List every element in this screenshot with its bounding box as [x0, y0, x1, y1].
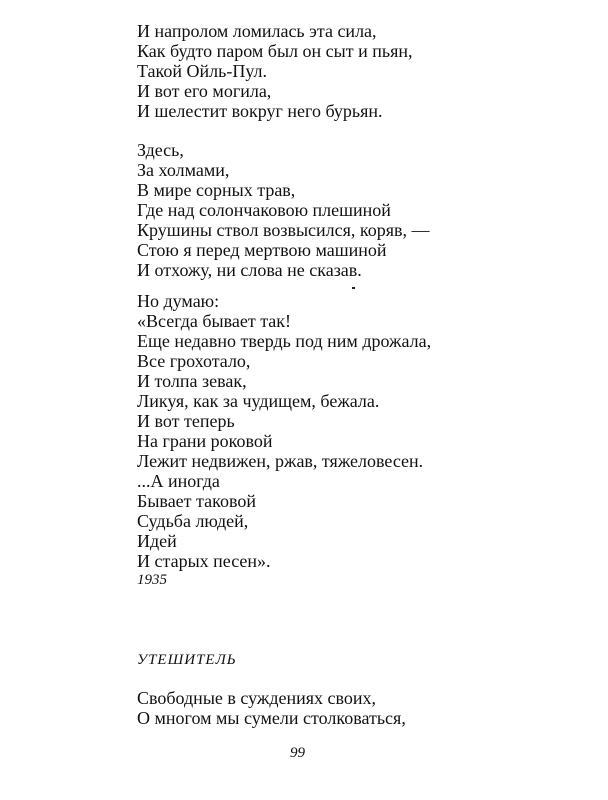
- poem-line: В мире сорных трав,: [137, 180, 296, 200]
- poem-line: «Всегда бывает так!: [137, 311, 292, 331]
- poem-line: Крушины ствол возвысился, коряв, —: [137, 220, 430, 240]
- poem-line: И старых песен».: [137, 551, 271, 571]
- poem-date: 1935: [137, 572, 167, 588]
- poem-line: И шелестит вокруг него бурьян.: [137, 101, 383, 121]
- poem-line: Еще недавно твердь под ним дрожала,: [137, 331, 432, 351]
- poem-line: И отхожу, ни слова не сказав.: [137, 260, 362, 280]
- poem-line: Где над солончаковою плешиной: [137, 200, 391, 220]
- print-speck: [352, 287, 355, 289]
- poem-line: Бывает таковой: [137, 491, 256, 511]
- poem-line: Но думаю:: [137, 291, 220, 311]
- page-number: 99: [290, 745, 305, 761]
- poem-line: На грани роковой: [137, 431, 273, 451]
- poem-line: Все грохотало,: [137, 351, 251, 371]
- poem-line: Здесь,: [137, 140, 184, 160]
- poem-line: И вот теперь: [137, 411, 235, 431]
- poem-line: Свободные в суждениях своих,: [137, 688, 377, 708]
- poem-line: О многом мы сумели столковаться,: [137, 708, 406, 728]
- poem-line: Стою я перед мертвою машиной: [137, 240, 387, 260]
- poem-line: За холмами,: [137, 160, 230, 180]
- poem-line: Такой Ойль-Пул.: [137, 61, 268, 81]
- poem-line: Ликуя, как за чудищем, бежала.: [137, 391, 380, 411]
- poem-line: И напролом ломилась эта сила,: [137, 21, 377, 41]
- poem-line: ...А иногда: [137, 471, 220, 491]
- poem-line: Судьба людей,: [137, 511, 249, 531]
- poem-line: И вот его могила,: [137, 81, 272, 101]
- poem-line: Как будто паром был он сыт и пьян,: [137, 41, 413, 61]
- poem-line: Идей: [137, 531, 177, 551]
- poem-title: УТЕШИТЕЛЬ: [137, 652, 237, 668]
- poem-line: Лежит недвижен, ржав, тяжеловесен.: [137, 451, 424, 471]
- poem-line: И толпа зевак,: [137, 371, 247, 391]
